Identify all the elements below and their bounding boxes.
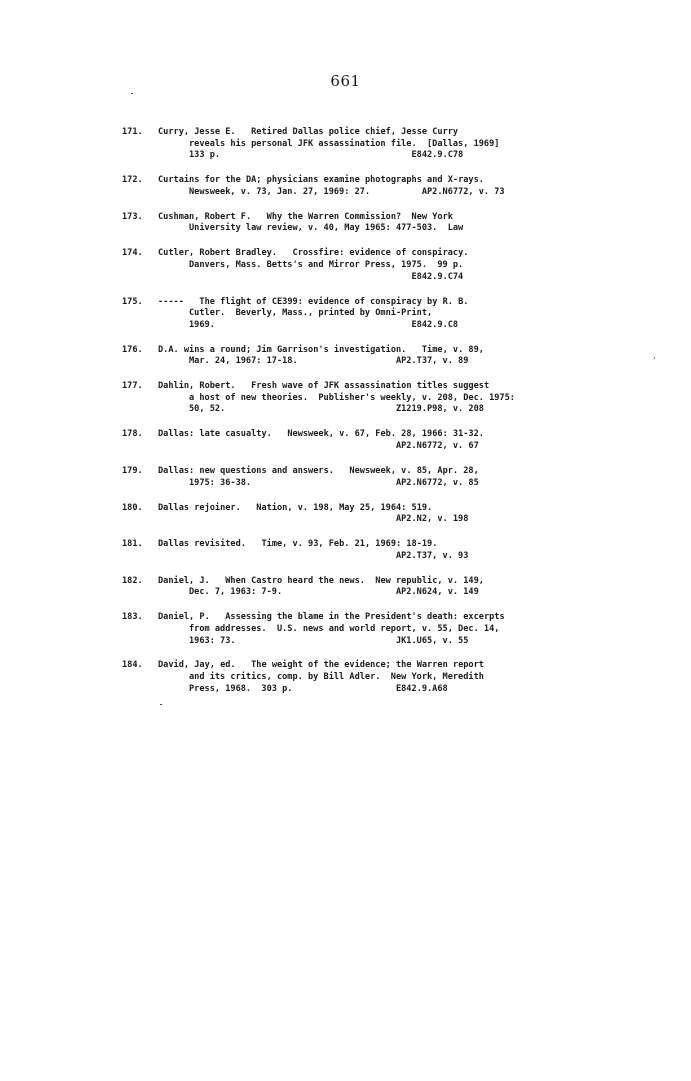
citation-line: Cushman, Robert F. Why the Warren Commission? New York — [158, 211, 453, 222]
citation-line: Newsweek, v. 73, Jan. 27, 1969: 27. AP2.N6772, v. 73 — [189, 186, 505, 197]
bibliography-entry — [122, 612, 602, 647]
entry-number: 177. — [122, 381, 143, 392]
bibliography-entry — [122, 660, 602, 695]
citation-line: AP2.N2, v. 198 — [189, 514, 469, 525]
entry-number: 171. — [122, 127, 143, 137]
citation-line: from addresses. U.S. news and world report, v. 55, Dec. 14, — [189, 623, 500, 634]
entry-citation — [158, 175, 602, 198]
bibliography-entry — [122, 175, 602, 198]
citation-line: Press, 1968. 303 p. E842.9.A68 — [189, 683, 448, 694]
entry-citation — [158, 127, 602, 162]
citation-line: University law review, v. 40, May 1965: 477-503. Law — [189, 223, 464, 234]
bibliography-entry — [122, 297, 602, 332]
entry-number: 173. — [122, 211, 143, 222]
entry-number: 184. — [122, 660, 143, 671]
entry-number: 183. — [122, 612, 143, 623]
bibliography-entry — [122, 503, 602, 526]
citation-line: D.A. wins a round; Jim Garrison's investigation. Time, v. 89, — [158, 344, 484, 355]
citation-line: 133 p. E842.9.C78 — [189, 150, 464, 161]
entry-number: 178. — [122, 429, 143, 440]
citation-line: Daniel, P. Assessing the blame in the President's death: excerpts — [158, 612, 505, 623]
citation-line: ----- The flight of CE399: evidence of conspiracy by R. B. — [158, 296, 469, 307]
entry-citation — [158, 248, 602, 283]
entry-citation — [158, 297, 602, 332]
citation-line: Curtains for the DA; physicians examine photographs and X-rays. — [158, 175, 484, 186]
citation-line: 1963: 73. JK1.U65, v. 55 — [189, 635, 469, 646]
bibliography-entry — [122, 212, 602, 235]
entry-citation — [158, 381, 602, 416]
page-number: 661 — [330, 72, 361, 90]
entry-number: 179. — [122, 466, 143, 476]
citation-line: Cutler, Robert Bradley. Crossfire: evidence of conspiracy. — [158, 248, 469, 259]
citation-line: David, Jay, ed. The weight of the evidence; the Warren report — [158, 660, 484, 671]
citation-line: 50, 52. Z1219.P98, v. 208 — [189, 404, 484, 415]
entry-number: 180. — [122, 502, 143, 513]
citation-line: Mar. 24, 1967: 17-18. AP2.T37, v. 89 — [189, 356, 469, 367]
citation-line: Dallas: new questions and answers. Newsweek, v. 85, Apr. 28, — [158, 466, 479, 476]
citation-line: and its critics, comp. by Bill Adler. New York, Meredith — [189, 672, 484, 683]
citation-line: reveals his personal JFK assassination file. [Dallas, 1969] — [189, 138, 500, 149]
bibliography-entry — [122, 381, 602, 416]
stray-mark — [654, 357, 655, 359]
citation-line: 1969. E842.9.C8 — [189, 319, 459, 330]
bibliography-entry — [122, 466, 602, 489]
bibliography-entry — [122, 576, 602, 599]
entry-citation — [158, 576, 602, 599]
citation-line: Dallas: late casualty. Newsweek, v. 67, Feb. 28, 1966: 31-32. — [158, 429, 484, 440]
citation-line: Daniel, J. When Castro heard the news. New republic, v. 149, — [158, 575, 484, 586]
bibliography-list — [122, 127, 602, 709]
entry-number: 175. — [122, 296, 143, 307]
citation-line: Dahlin, Robert. Fresh wave of JFK assassination titles suggest — [158, 381, 490, 392]
citation-line: 1975: 36-38. AP2.N6772, v. 85 — [189, 477, 479, 488]
entry-citation — [158, 660, 602, 695]
entry-citation — [158, 429, 602, 452]
entry-citation — [158, 345, 602, 368]
stray-mark — [131, 93, 133, 94]
entry-citation — [158, 466, 602, 489]
bibliography-entry — [122, 248, 602, 283]
entry-citation — [158, 212, 602, 235]
entry-number: 182. — [122, 575, 143, 586]
entry-number: 176. — [122, 344, 143, 355]
entry-number: 172. — [122, 175, 143, 186]
citation-line: Dallas rejoiner. Nation, v. 198, May 25, 1964: 519. — [158, 502, 433, 513]
citation-line: a host of new theories. Publisher's weekly, v. 208, Dec. 1975: — [189, 392, 515, 403]
citation-line: Cutler. Beverly, Mass., printed by Omni-Print, — [189, 308, 433, 319]
bibliography-entry — [122, 345, 602, 368]
citation-line: Danvers, Mass. Betts's and Mirror Press, 1975. 99 p. — [189, 259, 464, 270]
citation-line: Dallas revisited. Time, v. 93, Feb. 21, 1969: 18-19. — [158, 539, 438, 550]
entry-number: 174. — [122, 248, 143, 259]
citation-line: AP2.N6772, v. 67 — [189, 441, 479, 452]
entry-citation — [158, 503, 602, 526]
entry-citation — [158, 539, 602, 562]
citation-line: Curry, Jesse E. Retired Dallas police chief, Jesse Curry — [158, 127, 459, 137]
entry-citation — [158, 612, 602, 647]
bibliography-entry — [122, 429, 602, 452]
citation-line: AP2.T37, v. 93 — [189, 550, 469, 561]
entry-number: 181. — [122, 539, 143, 550]
bibliography-entry — [122, 539, 602, 562]
citation-line: E842.9.C74 — [189, 271, 464, 282]
citation-line: Dec. 7, 1963: 7-9. AP2.N624, v. 149 — [189, 587, 479, 598]
bibliography-entry — [122, 127, 602, 162]
